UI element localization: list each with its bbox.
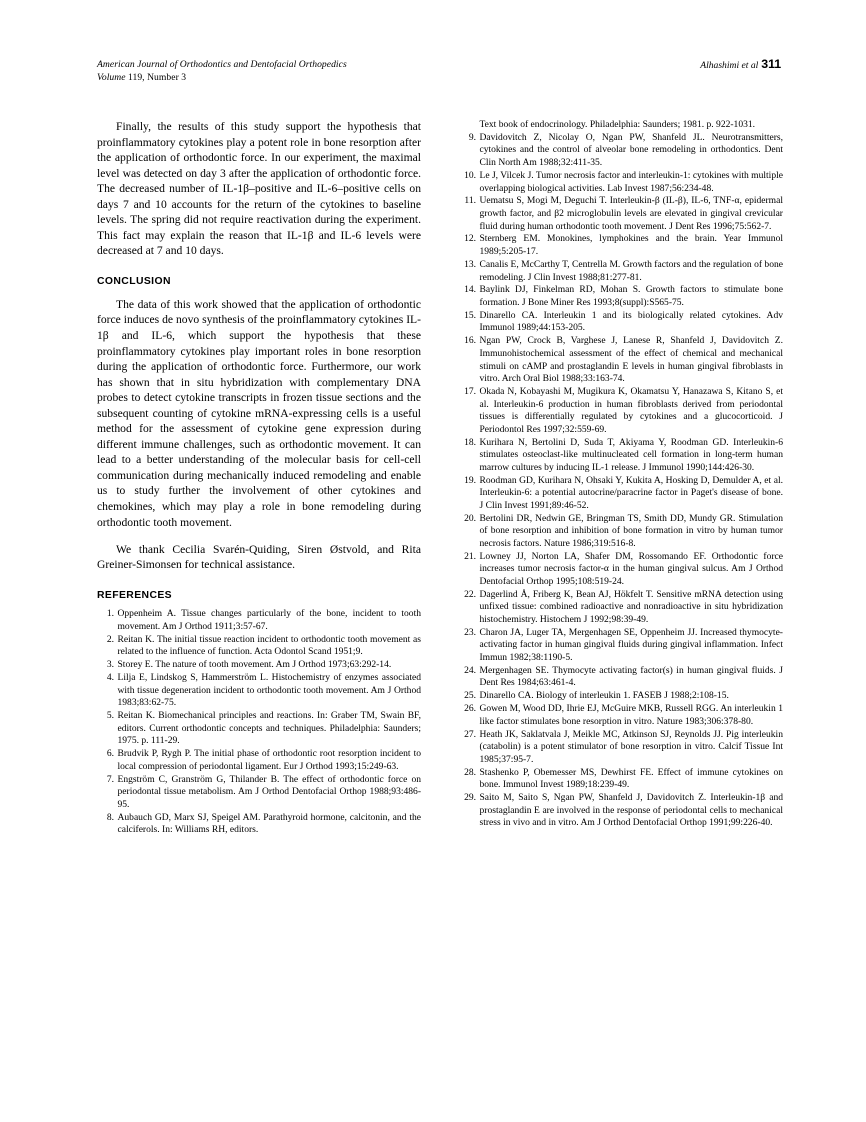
reference-text: Lilja E, Lindskog S, Hammerström L. Histochemistry of enzymes associated with tissue degeneration incident to orthodontic tooth movement. Am J Orthod 1983;83:62-75. — [117, 672, 421, 709]
reference-number: 12 . — [459, 233, 476, 246]
reference-item — [459, 513, 783, 551]
reference-number: 17 . — [459, 386, 476, 399]
reference-item — [459, 284, 783, 309]
reference-text: Saito M, Saito S, Ngan PW, Shanfeld J, Davidovitch Z. Interleukin-1β and prostaglandin E are involved in the response of periodontal cells to mechanical stress in vivo and in vitro. Am J Orthod Dentofacial Orthop 1991;99:226-40. — [479, 792, 783, 829]
reference-item — [459, 767, 783, 792]
reference-item — [97, 634, 421, 659]
reference-item — [459, 665, 783, 690]
reference-number: 15 . — [459, 310, 476, 323]
closing-discussion-paragraph: Finally, the results of this study support the hypothesis that proinflammatory cytokines play a potent role in bone resorption after the application of orthodontic force. In our experiment, the maximal level was detected on day 3 after the application of orthodontic force. The decreased number of IL-1β–positive and IL-6–positive cells on days 7 and 10 accounts for the return of the cytokines to baseline levels. The spring did not require reactivation during the experiment. This fact may explain the reason that IL-1β and IL-6 levels were decreased at 7 and 10 days. — [97, 120, 421, 258]
reference-item — [459, 437, 783, 475]
reference-item — [97, 774, 421, 812]
two-column-body — [97, 119, 783, 1044]
reference-number: 22 . — [459, 589, 476, 602]
reference-text: Davidovitch Z, Nicolay O, Ngan PW, Shanfeld JL. Neurotransmitters, cytokines and the control of alveolar bone remodeling in orthodontics. Dent Clin North Am 1988;32:411-35. — [479, 131, 783, 169]
reference-text: Heath JK, Saklatvala J, Meikle MC, Atkinson SJ, Reynolds JJ. Pig interleukin (catabolin) is a potent stimulator of bone resorption in vitro. Calcif Tissue Int 1985;37:95-7. — [479, 728, 783, 765]
reference-item — [97, 748, 421, 773]
reference-text: Lowney JJ, Norton LA, Shafer DM, Rossomando EF. Orthodontic force increases tumor necrosis factor-α in the human gingival sulcus. Am J Orthod Dentofacial Orthop 1995;108:519-24. — [479, 550, 783, 587]
reference-item — [459, 233, 783, 258]
reference-item — [459, 170, 783, 195]
reference-item — [459, 335, 783, 385]
reference-number: 23 . — [459, 627, 476, 640]
reference-text: Dinarello CA. Biology of interleukin 1. FASEB J 1988;2:108-15. — [479, 690, 729, 702]
reference-item — [459, 195, 783, 233]
reference-text: Mergenhagen SE. Thymocyte activating factor(s) in human gingival fluids. J Dent Res 1984;63:461-4. — [479, 664, 783, 689]
reference-8-continuation: Text book of endocrinology. Philadelphia: Saunders; 1981. p. 922-1031. — [479, 119, 756, 130]
reference-text: Dinarello CA. Interleukin 1 and its biologically related cytokines. Adv Immunol 1989;44:153-205. — [479, 309, 783, 334]
reference-number: 20 . — [459, 513, 476, 526]
volume-word: Volume — [97, 72, 126, 84]
reference-list-right — [459, 132, 783, 830]
reference-list-left — [97, 608, 421, 837]
reference-text: Gowen M, Wood DD, Ihrie EJ, McGuire MKB, Russell RGG. An interleukin 1 like factor stimulates bone resorption in vitro. Nature 1983;306:378-80. — [479, 703, 783, 727]
column-left — [97, 119, 421, 1044]
references-heading: REFERENCES — [97, 589, 173, 601]
reference-number: 4 . — [97, 672, 114, 685]
reference-item — [97, 812, 421, 837]
reference-number: 7 . — [97, 774, 114, 787]
reference-number: 14 . — [459, 284, 476, 297]
reference-item — [459, 475, 783, 513]
reference-text: Le J, Vilcek J. Tumor necrosis factor and interleukin-1: cytokines with multiple overlapping biological activities. Lab Invest 1987;56:234-48. — [479, 169, 783, 194]
reference-number: 16 . — [459, 335, 476, 348]
reference-item — [97, 608, 421, 633]
reference-text: Roodman GD, Kurihara N, Ohsaki Y, Kukita A, Hosking D, Demulder A, et al. Interleukin-6: a potential autocrine/paracrine factor in Paget's disease of bone. J Clin Invest 1991;89:46-52. — [479, 474, 783, 511]
reference-number: 19 . — [459, 475, 476, 488]
reference-number: 27 . — [459, 729, 476, 742]
reference-number: 8 . — [97, 812, 114, 825]
conclusion-heading: CONCLUSION — [97, 276, 171, 288]
reference-text: Reitan K. Biomechanical principles and reactions. In: Graber TM, Swain BF, editors. Current orthodontic concepts and techniques. Philadelphia: Saunders; 1975. p. 111-29. — [117, 710, 421, 747]
reference-text: Baylink DJ, Finkelman RD, Mohan S. Growth factors to stimulate bone formation. J Bone Miner Res 1993;8(suppl):S565-75. — [479, 284, 783, 308]
reference-number: 5 . — [97, 710, 114, 723]
reference-text: Ngan PW, Crock B, Varghese J, Lanese R, Shanfeld J, Davidovitch Z. Immunohistochemical assessment of the effect of chemical and mechanical stimuli on cAMP and prostaglandin E levels in human gingival fibroblasts in vitro. Arch Oral Biol 1988;33:163-74. — [479, 335, 783, 385]
reference-text: Engström C, Granström G, Thilander B. The effect of orthodontic force on periodontal tissue metabolism. Am J Orthod Dentofacial Orthop 1988;93:486-95. — [117, 773, 421, 810]
reference-number: 25 . — [459, 690, 476, 703]
reference-number: 29 . — [459, 792, 476, 805]
reference-number: 10 . — [459, 170, 476, 183]
volume-issue-numbers: 119, Number 3 — [128, 72, 187, 84]
reference-item — [459, 310, 783, 335]
reference-text: Okada N, Kobayashi M, Mugikura K, Okamatsu Y, Hanazawa S, Kitano S, et al. Interleukin-6 production in human fibroblasts derived from periodontal tissues is differentially regulated by cytokines and a glucocorticoid. J Periodontol Res 1997;32:559-69. — [479, 386, 783, 435]
reference-text: Aubauch GD, Marx SJ, Speigel AM. Parathyroid hormone, calcitonin, and the calciferols. In: Williams RH, editors. — [117, 811, 421, 836]
running-head — [97, 58, 781, 88]
reference-item — [97, 672, 421, 710]
reference-number: 24 . — [459, 665, 476, 678]
reference-item — [97, 710, 421, 748]
reference-item — [459, 589, 783, 627]
running-head-left — [97, 58, 347, 84]
reference-number: 9 . — [459, 132, 476, 145]
reference-number: 13 . — [459, 259, 476, 272]
reference-text: Oppenheim A. Tissue changes particularly of the bone, incident to tooth movement. Am J Orthod 1911;3:57-67. — [117, 608, 421, 632]
journal-title: American Journal of Orthodontics and Dentofacial Orthopedics — [97, 59, 347, 70]
acknowledgment-paragraph: We thank Cecilia Svarén-Quiding, Siren Østvold, and Rita Greiner-Simonsen for technical assistance. — [97, 542, 421, 572]
reference-item — [459, 259, 783, 284]
page-number: 311 — [761, 57, 781, 71]
reference-text: Storey E. The nature of tooth movement. Am J Orthod 1973;63:292-14. — [117, 659, 392, 671]
column-right — [459, 119, 783, 1044]
reference-text: Bertolini DR, Nedwin GE, Bringman TS, Smith DD, Mundy GR. Stimulation of bone resorption and inhibition of bone formation in vitro by human tumor necrosis factors. Nature 1986;319:516-8. — [479, 512, 783, 549]
reference-item — [459, 627, 783, 665]
reference-item — [97, 659, 421, 672]
running-head-right — [700, 58, 781, 72]
reference-text: Stashenko P, Obemesser MS, Dewhirst FE. Effect of immune cytokines on bone. Immunol Invest 1989;18:239-49. — [479, 766, 783, 791]
reference-text: Uematsu S, Mogi M, Deguchi T. Interleukin-β (IL-β), IL-6, TNF-α, epidermal growth factor, and β2 microglobulin levels are elevated in gingival crevicular fluid during human orthodontic tooth movement. J Dent Res 1996;75:562-7. — [479, 195, 783, 232]
reference-text: Charon JA, Luger TA, Mergenhagen SE, Oppenheim JJ. Increased thymocyte-activating factor in human gingival fluids during gingival inflammation. Infect Immun 1982;38:1190-5. — [479, 626, 783, 663]
reference-number: 26 . — [459, 703, 476, 716]
reference-item — [459, 551, 783, 589]
reference-text: Reitan K. The initial tissue reaction incident to orthodontic tooth movement as related to the influence of function. Acta Odontol Scand 1951;9. — [117, 633, 421, 658]
reference-item — [459, 729, 783, 767]
reference-number: 2 . — [97, 634, 114, 647]
reference-number: 1 . — [97, 608, 114, 621]
reference-number: 11 . — [459, 195, 476, 208]
reference-item — [459, 703, 783, 728]
reference-number: 6 . — [97, 748, 114, 761]
reference-number: 3 . — [97, 659, 114, 672]
reference-number: 28 . — [459, 767, 476, 780]
reference-item — [459, 792, 783, 830]
reference-item — [459, 132, 783, 170]
reference-text: Brudvik P, Rygh P. The initial phase of orthodontic root resorption incident to local compression of periodontal ligament. Eur J Orthod 1993;15:249-63. — [117, 748, 421, 772]
reference-text: Dagerlind Å, Friberg K, Bean AJ, Hökfelt T. Sensitive mRNA detection using unfixed tissue: combined radioactive and nonradioactive in situ hybridization histochemistry. Histochem J 1992;98:39-49. — [479, 588, 783, 625]
reference-text: Kurihara N, Bertolini D, Suda T, Akiyama Y, Roodman GD. Interleukin-6 stimulates osteoclast-like multinucleated cell formation in long-term human marrow cultures by inducing IL-1 release. J Immunol 1990;144:426-30. — [479, 436, 783, 473]
volume-issue-line — [97, 71, 347, 84]
reference-item — [459, 386, 783, 436]
reference-text: Sternberg EM. Monokines, lymphokines and the brain. Year Immunol 1989;5:205-17. — [479, 233, 783, 258]
reference-text: Canalis E, McCarthy T, Centrella M. Growth factors and the regulation of bone remodeling. J Clin Invest 1988;81:277-81. — [479, 258, 783, 283]
reference-number: 18 . — [459, 437, 476, 450]
running-head-authors: Alhashimi et al — [700, 60, 759, 71]
reference-item — [459, 690, 783, 703]
conclusion-paragraph: The data of this work showed that the application of orthodontic force induces de novo synthesis of the proinflammatory cytokines IL-1β and IL-6, which support the hypothesis that these proinflammatory cytokines play important roles in bone resorption during the application of orthodontic force. Furthermore, our work has shown that in situ hybridization with complementary DNA probes to detect cytokine transcripts in frozen tissue sections and the subsequent counting of cytokine mRNA-expressing cells is a useful method for the assessment of cytokine gene expression during different immune challenges, such as orthodontic movement. It can lead to a better understanding of the molecular basis for cell-cell communication during mechanically induced remodeling and enable us to study further the involvement of other cytokines and chemokines, which may play a role in bone remodeling during orthodontic tooth movement. — [97, 297, 421, 529]
reference-number: 21 . — [459, 551, 476, 564]
